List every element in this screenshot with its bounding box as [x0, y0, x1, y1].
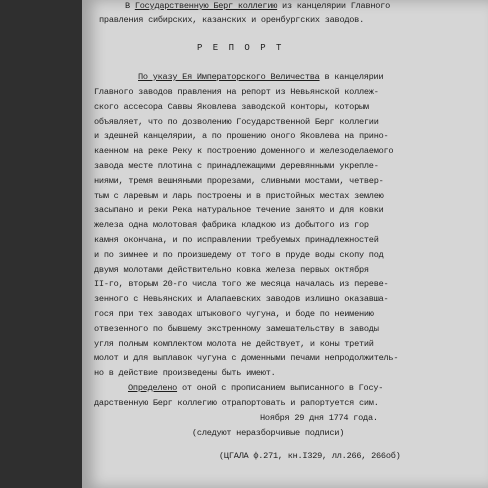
body-line: II-го, вторым 20-го числа того же месяца началась из переве- — [94, 279, 389, 290]
archive-reference: (ЦГАЛА ф.271, кн.I329, лл.266, 266об) — [219, 451, 401, 461]
body-line: завода месте плотина с принадлежащими деревянными укрепле- — [94, 161, 379, 171]
body-line: каенном на реке Реку к построению доменного и железоделаемого — [94, 146, 394, 157]
body-line: ского ассесора Саввы Яковлева заводской конторы, которым — [94, 101, 369, 112]
body-line: отвезенного по бывшему экстренному замешательству в заводы — [94, 323, 379, 334]
body-line: засыпано и реки Река натуральное течение занято и для ковки — [94, 205, 384, 216]
body-line: железа одна молотовая фабрика кладкою из добытого из гор — [94, 220, 369, 231]
body-line: объявляет, что по дозволению Государственной Берг коллегии — [94, 116, 379, 127]
decision-line-1: Определено от оной с прописанием выписанного в Госу- — [128, 383, 384, 393]
body-line: двумя молотами действительно ковка железа первых октября — [94, 264, 369, 275]
body-line: ниями, тремя вешняными прорезами, сливными мостами, четвер- — [94, 175, 384, 186]
body-line: и по зимнее и по произшедему от того в пруде воды скопу под — [94, 249, 384, 260]
body-line: камня окончана, и по исправлении требуемых принадлежностей — [94, 235, 379, 245]
body-line: молот и для выплавок чугуна с доменными печами непродолжитель- — [94, 353, 399, 364]
header-line-2: правления сибирских, казанских и оренбургских заводов. — [99, 15, 364, 25]
body-line: зенного с Невьянских и Алапаевских заводов излишно оказавша- — [94, 294, 389, 305]
body-line: угля полным комплектом молота не действует, и коны третий — [94, 338, 374, 349]
body-line: тым с ларевым и ларь построены и в пристойных местах землею — [94, 190, 384, 201]
addressee: Государственную Берг коллегию — [134, 1, 278, 11]
signatures-note: (следуют неразборчивые подписи) — [192, 428, 345, 438]
document-title: Р Е П О Р Т — [197, 43, 284, 53]
body-line: и здешней канцелярии, а по прошению оного Яковлева на прино- — [94, 131, 389, 142]
body-line: гося при тех заводах штыкового чугуна, и боде по неимению — [94, 309, 374, 319]
date-line: Ноября 29 дня 1774 года. — [260, 413, 378, 423]
body-line: Главного заводов правления на репорт из Невьянской коллеж- — [94, 87, 379, 97]
decision-line-2: дарственную Берг коллегию отрапортовать и рапортуется сим. — [94, 398, 379, 408]
body-line-opening: По указу Ея Императорского Величества в канцелярии — [138, 72, 384, 82]
body-line: но в действие произведены быть имеют. — [94, 368, 276, 379]
document-page — [82, 0, 488, 488]
header-line-1: В Государственную Берг коллегию из канцелярии Главного — [125, 1, 391, 11]
